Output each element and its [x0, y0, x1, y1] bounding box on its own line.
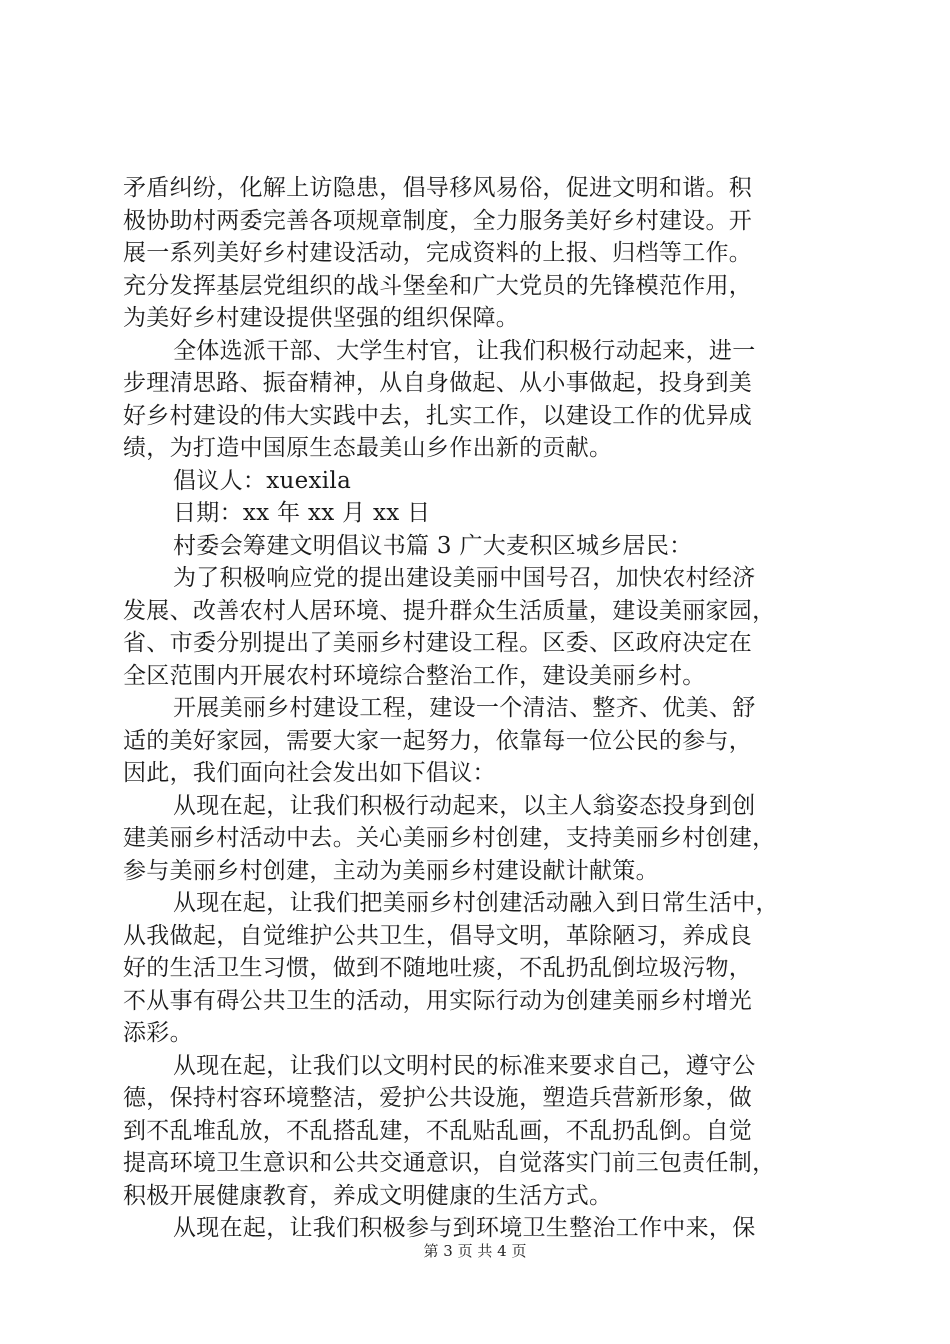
text-line: 为了积极响应党的提出建设美丽中国号召，加快农村经济	[173, 565, 756, 591]
text-line: 德，保持村容环境整洁，爱护公共设施，塑造兵营新形象，做	[123, 1085, 753, 1111]
text-line: 展一系列美好乡村建设活动，完成资料的上报、归档等工作。	[123, 240, 753, 266]
text-line: 充分发挥基层党组织的战斗堡垒和广大党员的先锋模范作用，	[123, 272, 753, 299]
page-footer: 第 3 页 共 4 页	[423, 1242, 527, 1260]
text-line: 不从事有碍公共卫生的活动，用实际行动为创建美丽乡村增光	[123, 987, 753, 1014]
text-line: 倡议人：xuexila	[173, 467, 352, 494]
text-line: 极协助村两委完善各项规章制度，全力服务美好乡村建设。开	[123, 207, 753, 234]
text-line: 全体选派干部、大学生村官，让我们积极行动起来，进一	[173, 337, 756, 364]
text-line: 绩，为打造中国原生态最美山乡作出新的贡献。	[123, 435, 613, 461]
text-line: 建美丽乡村活动中去。关心美丽乡村创建，支持美丽乡村创建，	[123, 825, 776, 851]
text-line: 步理清思路、振奋精神，从自身做起、从小事做起，投身到美	[123, 370, 753, 396]
text-line: 从现在起，让我们积极行动起来，以主人翁姿态投身到创	[173, 792, 756, 819]
text-line: 从现在起，让我们积极参与到环境卫生整治工作中来，保	[173, 1215, 756, 1241]
text-line: 全区范围内开展农村环境综合整治工作，建设美丽乡村。	[123, 662, 706, 689]
text-line: 好的生活卫生习惯，做到不随地吐痰，不乱扔乱倒垃圾污物，	[123, 955, 753, 981]
text-line: 添彩。	[123, 1020, 193, 1046]
text-line: 为美好乡村建设提供坚强的组织保障。	[123, 305, 520, 331]
text-line: 好乡村建设的伟大实践中去，扎实工作，以建设工作的优异成	[123, 402, 753, 429]
text-line: 从我做起，自觉维护公共卫生，倡导文明，革除陋习，养成良	[123, 922, 753, 949]
text-line: 省、市委分别提出了美丽乡村建设工程。区委、区政府决定在	[123, 630, 753, 656]
text-line: 积极开展健康教育，养成文明健康的生活方式。	[123, 1182, 613, 1209]
text-line: 提高环境卫生意识和公共交通意识，自觉落实门前三包责任制，	[123, 1150, 776, 1176]
text-line: 村委会筹建文明倡议书篇 3 广大麦积区城乡居民：	[173, 532, 693, 559]
text-line: 发展、改善农村人居环境、提升群众生活质量，建设美丽家园，	[123, 597, 776, 624]
text-line: 矛盾纠纷，化解上访隐患，倡导移风易俗，促进文明和谐。积	[123, 175, 753, 201]
text-line: 日期：xx 年 xx 月 xx 日	[173, 500, 431, 526]
text-line: 适的美好家园，需要大家一起努力，依靠每一位公民的参与，	[123, 727, 753, 754]
text-line: 到不乱堆乱放，不乱搭乱建，不乱贴乱画，不乱扔乱倒。自觉	[123, 1117, 753, 1144]
text-line: 开展美丽乡村建设工程，建设一个清洁、整齐、优美、舒	[173, 695, 756, 721]
text-line: 参与美丽乡村创建，主动为美丽乡村建设献计献策。	[123, 857, 659, 884]
text-line: 因此，我们面向社会发出如下倡议：	[123, 760, 496, 786]
document-body	[123, 172, 843, 1245]
text-line: 从现在起，让我们把美丽乡村创建活动融入到日常生活中，	[173, 890, 779, 916]
text-line: 从现在起，让我们以文明村民的标准来要求自己，遵守公	[173, 1052, 756, 1079]
